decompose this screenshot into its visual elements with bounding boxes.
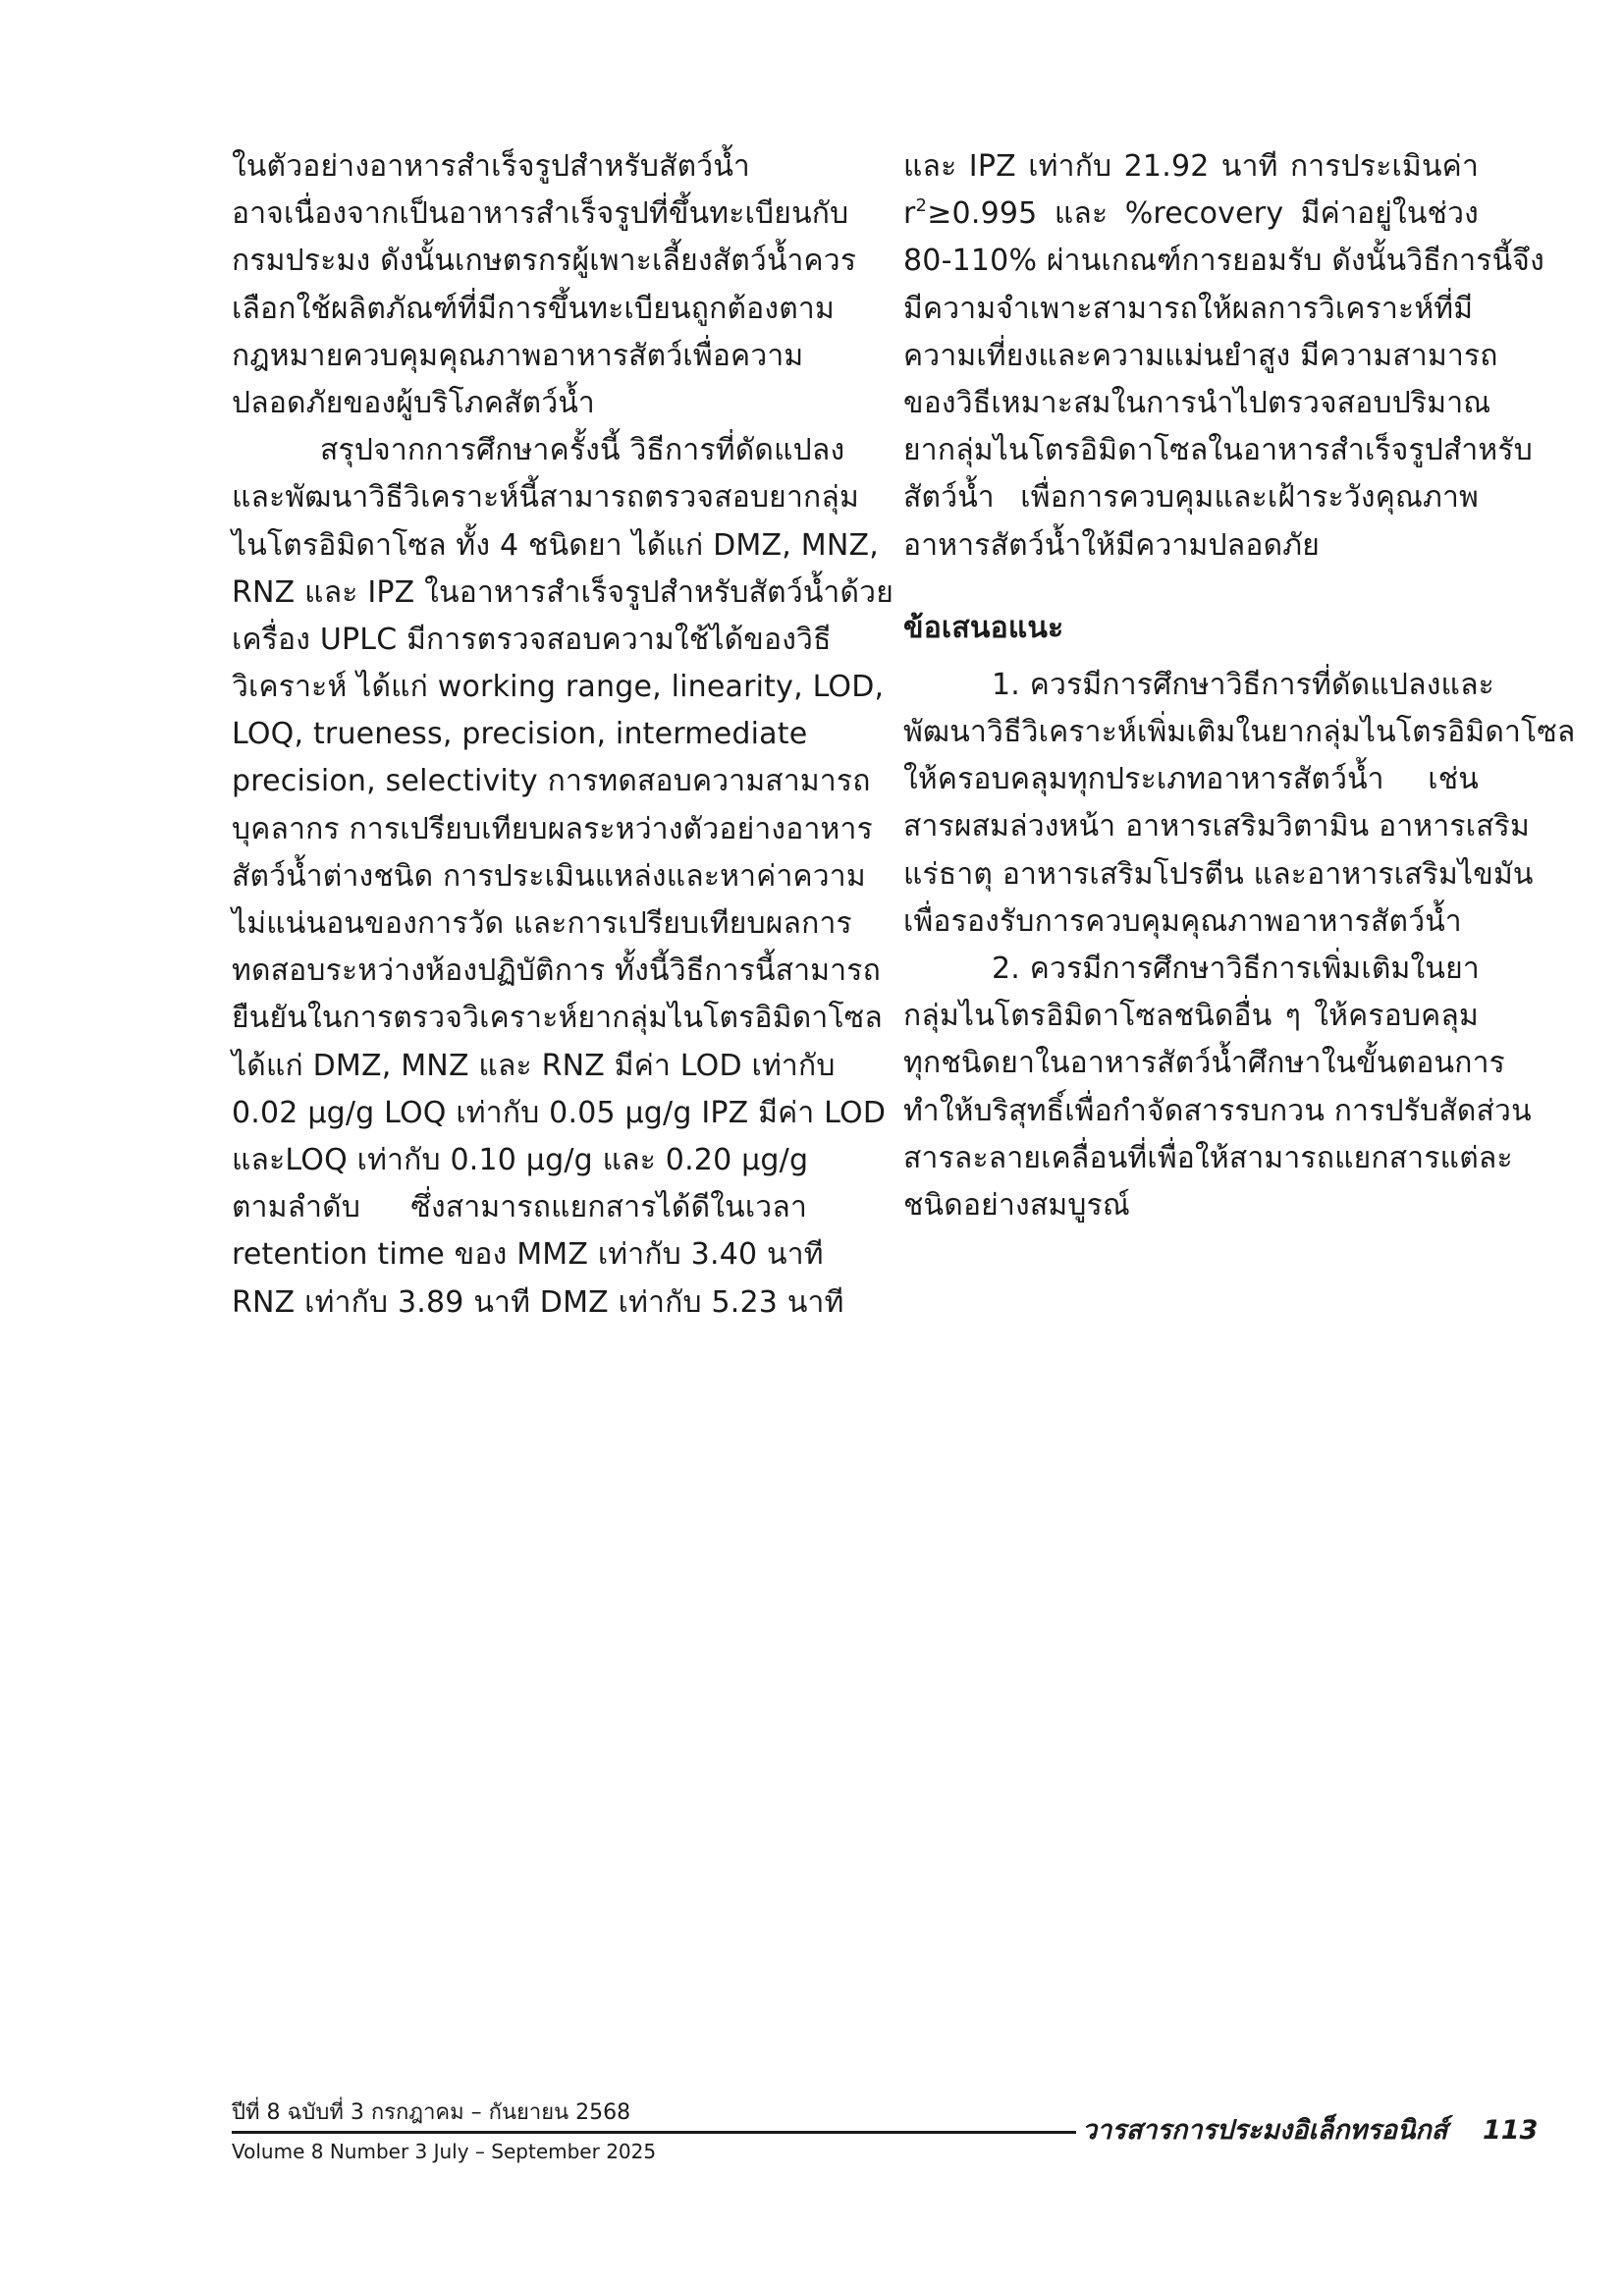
recommendation-2 bbox=[903, 946, 1532, 1229]
text-line: และพัฒนาวิธีวิเคราะห์นี้สามารถตรวจสอบยากลุ่ม bbox=[232, 480, 859, 516]
text-line: precision, selectivity การทดสอบความสามารถ bbox=[232, 764, 871, 799]
text-line: อาหารสัตว์น้ำให้มีความปลอดภัย bbox=[903, 527, 1321, 563]
text-line: 1. ควรมีการศึกษาวิธีการที่ดัดแปลงและ bbox=[992, 667, 1494, 702]
text-line: และLOQ เท่ากับ 0.10 µg/g และ 0.20 µg/g bbox=[232, 1142, 809, 1177]
text-line-with-superscript bbox=[903, 190, 1479, 238]
text-line: 0.02 µg/g LOQ เท่ากับ 0.05 µg/g IPZ มีค่า LOD bbox=[232, 1095, 887, 1130]
text-line: ไนโตรอิมิดาโซล ทั้ง 4 ชนิดยา ได้แก่ DMZ, MNZ, bbox=[232, 527, 879, 563]
text-line: ปลอดภัยของผู้บริโภคสัตว์น้ำ bbox=[232, 385, 595, 420]
text-line: เครื่อง UPLC มีการตรวจสอบความใช้ได้ของวิธี bbox=[232, 622, 832, 657]
text-line: ตามลำดับ ซึ่งสามารถแยกสารได้ดีในเวลา bbox=[232, 1190, 807, 1225]
text-line: และ IPZ เท่ากับ 21.92 นาที การประเมินค่า bbox=[903, 149, 1479, 184]
text-line: วิเคราะห์ ได้แก่ working range, linearity, LOD, bbox=[232, 670, 885, 705]
footer-divider bbox=[232, 2131, 1076, 2134]
right-column bbox=[903, 143, 1576, 1229]
paragraph-packaging bbox=[232, 143, 857, 427]
text-line: สรุปจากการศึกษาครั้งนี้ วิธีการที่ดัดแปลง bbox=[320, 433, 845, 468]
section-heading-recommendations: ข้อเสนอแนะ bbox=[903, 610, 1064, 645]
text-line: ได้แก่ DMZ, MNZ และ RNZ มีค่า LOD เท่ากับ bbox=[232, 1048, 836, 1083]
text-line: ชนิดอย่างสมบูรณ์ bbox=[903, 1187, 1130, 1223]
text-line: เพื่อรองรับการควบคุมคุณภาพอาหารสัตว์น้ำ bbox=[903, 903, 1462, 939]
text-line: retention time ของ MMZ เท่ากับ 3.40 นาที bbox=[232, 1237, 824, 1273]
footer-journal-title: วารสารการประมงอิเล็กทรอนิกส์ bbox=[1082, 2115, 1448, 2146]
text-line: ให้ครอบคลุมทุกประเภทอาหารสัตว์น้ำ เช่น bbox=[903, 762, 1479, 797]
text-line: สัตว์น้ำต่างชนิด การประเมินแหล่งและหาค่าความ bbox=[232, 858, 866, 894]
text-line: พัฒนาวิธีวิเคราะห์เพิ่มเติมในยากลุ่มไนโตรอิมิดาโซล bbox=[903, 715, 1576, 750]
text-line: สารละลายเคลื่อนที่เพื่อให้สามารถแยกสารแต่ละ bbox=[903, 1140, 1513, 1175]
text-line: กลุ่มไนโตรอิมิดาโซลชนิดอื่น ๆ ให้ครอบคลุม bbox=[903, 999, 1479, 1034]
text-line: ทำให้บริสุทธิ์เพื่อกำจัดสารรบกวน การปรับสัดส่วน bbox=[903, 1093, 1532, 1128]
text-line: RNZ เท่ากับ 3.89 นาที DMZ เท่ากับ 5.23 นาที bbox=[232, 1284, 844, 1320]
paragraph-conclusion bbox=[232, 427, 893, 1327]
text-line: กรมประมง ดังนั้นเกษตรกรผู้เพาะเลี้ยงสัตว์น้ำควร bbox=[232, 244, 857, 279]
text-line: ทดสอบระหว่างห้องปฏิบัติการ ทั้งนี้วิธีการนี้สามารถ bbox=[232, 953, 881, 989]
paragraph-results bbox=[903, 143, 1544, 570]
text-line: RNZ และ IPZ ในอาหารสำเร็จรูปสำหรับสัตว์น้ำด้วย bbox=[232, 574, 893, 610]
page-number: 113 bbox=[1483, 2115, 1539, 2146]
text-line: ยืนยันในการตรวจวิเคราะห์ยากลุ่มไนโตรอิมิดาโซล bbox=[232, 1001, 883, 1036]
text-line: ยากลุ่มไนโตรอิมิดาโซลในอาหารสำเร็จรูปสำหรับ bbox=[903, 433, 1533, 468]
superscript-two: 2 bbox=[915, 195, 928, 217]
text-line: ไม่แน่นอนของการวัด และการเปรียบเทียบผลการ bbox=[232, 906, 852, 941]
text-line: มีความจำเพาะสามารถให้ผลการวิเคราะห์ที่มี bbox=[903, 291, 1474, 326]
text-line: 80-110% ผ่านเกณฑ์การยอมรับ ดังนั้นวิธีการนี้จึง bbox=[903, 244, 1544, 279]
text-line: ในตัวอย่างอาหารสำเร็จรูปสำหรับสัตว์น้ำ bbox=[232, 149, 750, 184]
r-squared-rest: ≥0.995 และ %recovery มีค่าอยู่ในช่วง bbox=[927, 196, 1479, 232]
text-line: อาจเนื่องจากเป็นอาหารสำเร็จรูปที่ขึ้นทะเบียนกับ bbox=[232, 196, 849, 232]
text-line: สัตว์น้ำ เพื่อการควบคุมและเฝ้าระวังคุณภาพ bbox=[903, 480, 1479, 516]
text-line: LOQ, trueness, precision, intermediate bbox=[232, 717, 808, 752]
text-line: 2. ควรมีการศึกษาวิธีการเพิ่มเติมในยา bbox=[992, 952, 1480, 986]
recommendation-1 bbox=[903, 662, 1576, 946]
left-column bbox=[232, 143, 893, 1327]
text-line: สารผสมล่วงหน้า อาหารเสริมวิตามิน อาหารเสริม bbox=[903, 809, 1530, 844]
r-symbol: r bbox=[903, 196, 916, 232]
text-line: ความเที่ยงและความแม่นยำสูง มีความสามารถ bbox=[903, 338, 1498, 373]
text-line: บุคลากร การเปรียบเทียบผลระหว่างตัวอย่างอาหาร bbox=[232, 811, 873, 846]
text-line: ของวิธีเหมาะสมในการนำไปตรวจสอบปริมาณ bbox=[903, 385, 1491, 420]
text-line: แร่ธาตุ อาหารเสริมโปรตีน และอาหารเสริมไขมัน bbox=[903, 856, 1534, 892]
text-line: เลือกใช้ผลิตภัณฑ์ที่มีการขึ้นทะเบียนถูกต้องตาม bbox=[232, 291, 835, 326]
footer-issue-thai: ปีที่ 8 ฉบับที่ 3 กรกฎาคม – กันยายน 2568 bbox=[232, 2100, 631, 2125]
text-line: ทุกชนิดยาในอาหารสัตว์น้ำศึกษาในขั้นตอนการ bbox=[903, 1046, 1505, 1081]
text-line: กฎหมายควบคุมคุณภาพอาหารสัตว์เพื่อความ bbox=[232, 338, 804, 373]
footer-issue-english: Volume 8 Number 3 July – September 2025 bbox=[232, 2140, 657, 2163]
